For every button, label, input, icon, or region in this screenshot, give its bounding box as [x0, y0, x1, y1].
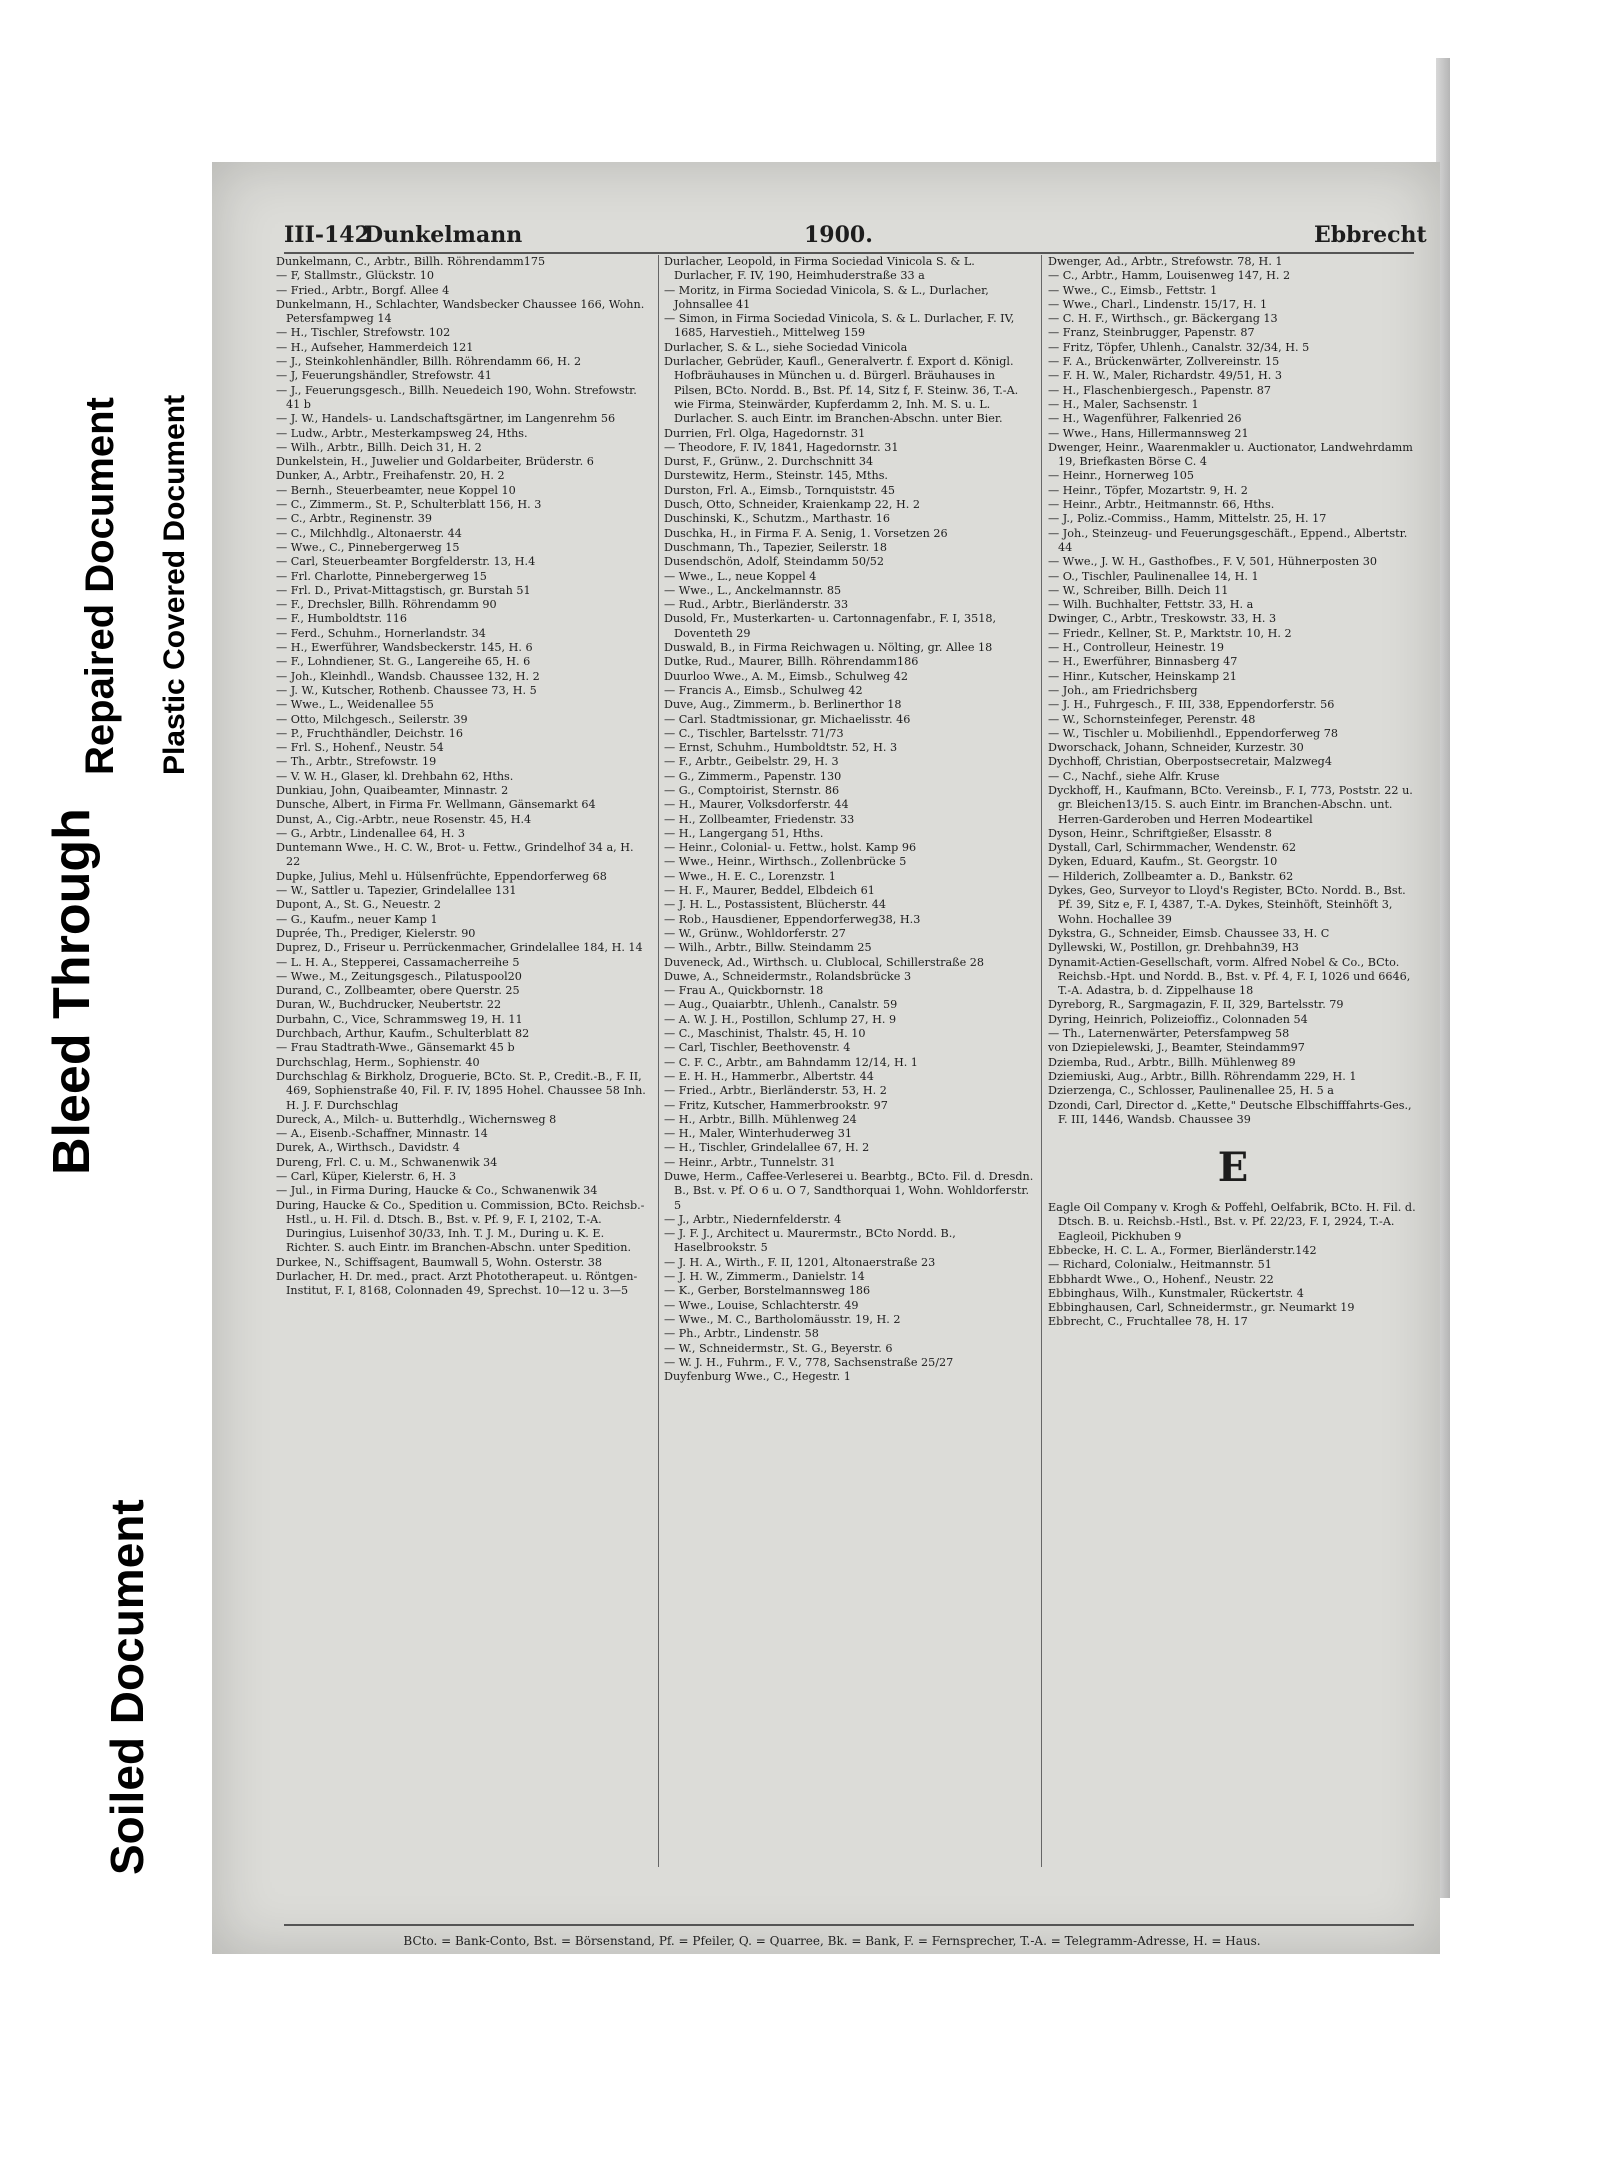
scanned-page — [212, 162, 1440, 1954]
directory-entry: — H., Wagenführer, Falkenried 26 — [1048, 412, 1242, 426]
directory-entry: — C., Maschinist, Thalstr. 45, H. 10 — [664, 1027, 866, 1041]
directory-entry: — Frl. Charlotte, Pinnebergerweg 15 — [276, 569, 487, 583]
directory-entry: — Joh., Kleinhdl., Wandsb. Chaussee 132, H. 2 — [276, 669, 540, 683]
directory-entry: — Ph., Arbtr., Lindenstr. 58 — [664, 1327, 819, 1341]
directory-entry: — A. W. J. H., Postillon, Schlump 27, H. 9 — [664, 1012, 897, 1026]
directory-entry: — Heinr., Töpfer, Mozartstr. 9, H. 2 — [1048, 483, 1248, 497]
directory-entry: — W. J. H., Fuhrm., F. V., 778, Sachsenstraße 25/27 — [664, 1355, 954, 1369]
directory-entry: Dyring, Heinrich, Polizeioffiz., Colonnaden 54 — [1048, 1012, 1308, 1026]
directory-entry: — L. H. A., Stepperei, Cassamacherreihe 5 — [276, 955, 520, 969]
label-repaired-document: Repaired Document — [78, 397, 122, 775]
directory-entry: — H., Aufseher, Hammerdeich 121 — [276, 340, 474, 354]
directory-entry: — H., Ewerführer, Binnasberg 47 — [1048, 655, 1238, 669]
directory-entry: — V. W. H., Glaser, kl. Drehbahn 62, Hths. — [276, 769, 514, 783]
directory-entry: Durrien, Frl. Olga, Hagedornstr. 31 — [664, 426, 866, 440]
directory-entry: Dyckhoff, H., Kaufmann, BCto. Vereinsb., F. I, 773, Poststr. 22 u. gr. Bleichen13/15. S. auch Eintr. im Branchen-Abschn. unt. Herren-Garderoben und Herren Modeartikel — [1048, 783, 1413, 826]
directory-entry: — Moritz, in Firma Sociedad Vinicola, S. & L., Durlacher, Johnsallee 41 — [664, 283, 989, 311]
directory-entry: — G., Zimmerm., Papenstr. 130 — [664, 769, 842, 783]
directory-entry: — Heinr., Arbtr., Heitmannstr. 66, Hths. — [1048, 498, 1275, 512]
directory-entry: — Th., Arbtr., Strefowstr. 19 — [276, 755, 437, 769]
directory-entry: Dyllewski, W., Postillon, gr. Drehbahn39, H3 — [1048, 941, 1299, 955]
directory-entry: — Wilh. Buchhalter, Fettstr. 33, H. a — [1048, 598, 1254, 612]
directory-entry: — J., Poliz.-Commiss., Hamm, Mittelstr. 25, H. 17 — [1048, 512, 1327, 526]
directory-entry: — W., Schneidermstr., St. G., Beyerstr. 6 — [664, 1341, 893, 1355]
directory-entry: — Richard, Colonialw., Heitmannstr. 51 — [1048, 1258, 1272, 1272]
abbreviation-legend: BCto. = Bank-Conto, Bst. = Börsenstand, Pf. = Pfeiler, Q. = Quarree, Bk. = Bank, F. = Fernsprecher, T.-A. = Telegramm-Adresse, H. = Haus. — [403, 1934, 1261, 1948]
directory-entry: — Bernh., Steuerbeamter, neue Koppel 10 — [276, 483, 516, 497]
directory-entry: — W., Schornsteinfeger, Perenstr. 48 — [1048, 712, 1256, 726]
directory-entry: — Heinr., Arbtr., Tunnelstr. 31 — [664, 1155, 836, 1169]
directory-entry: — C., Milchhdlg., Altonaerstr. 44 — [276, 526, 462, 540]
directory-entry: — Theodore, F. IV, 1841, Hagedornstr. 31 — [664, 440, 899, 454]
directory-entry: — Wwe., L., Weidenallee 55 — [276, 698, 434, 712]
directory-entry: — Wwe., L., Anckelmannstr. 85 — [664, 583, 842, 597]
directory-entry: Dziemba, Rud., Arbtr., Billh. Mühlenweg 89 — [1048, 1055, 1296, 1069]
directory-entry: — Joh., am Friedrichsberg — [1048, 683, 1198, 697]
directory-entry: Dyson, Heinr., Schriftgießer, Elsasstr. 8 — [1048, 826, 1272, 840]
directory-entry: — J. H., Fuhrgesch., F. III, 338, Eppendorferstr. 56 — [1048, 698, 1335, 712]
directory-entry: — Wwe., Louise, Schlachterstr. 49 — [664, 1298, 859, 1312]
directory-entry: — F. H. W., Maler, Richardstr. 49/51, H. 3 — [1048, 369, 1282, 383]
directory-entry: — H., Maler, Sachsenstr. 1 — [1048, 397, 1199, 411]
directory-entry: — W., Sattler u. Tapezier, Grindelallee 131 — [276, 884, 517, 898]
directory-entry: Duwe, A., Schneidermstr., Rolandsbrücke 3 — [664, 969, 912, 983]
directory-entry: — Carl, Steuerbeamter Borgfelderstr. 13, H.4 — [276, 555, 536, 569]
column-3 — [1048, 255, 1418, 1867]
directory-entry: — H., Langergang 51, Hths. — [664, 826, 824, 840]
directory-entry: Dupke, Julius, Mehl u. Hülsenfrüchte, Eppendorferweg 68 — [276, 869, 607, 883]
directory-entry: — Fried., Arbtr., Bierländerstr. 53, H. 2 — [664, 1084, 887, 1098]
directory-entry: Dworschack, Johann, Schneider, Kurzestr. 30 — [1048, 741, 1304, 755]
directory-entry: — Friedr., Kellner, St. P., Marktstr. 10, H. 2 — [1048, 626, 1292, 640]
directory-entry: Dunker, A., Arbtr., Freihafenstr. 20, H. 2 — [276, 469, 505, 483]
directory-entry: — Hinr., Kutscher, Heinskamp 21 — [1048, 669, 1237, 683]
column-1 — [276, 255, 651, 1867]
directory-entry: — Frl. D., Privat-Mittagstisch, gr. Burstah 51 — [276, 583, 531, 597]
directory-entry: — Wwe., H. E. C., Lorenzstr. 1 — [664, 869, 836, 883]
directory-entry: Dusendschön, Adolf, Steindamm 50/52 — [664, 555, 884, 569]
directory-entry: — Otto, Milchgesch., Seilerstr. 39 — [276, 712, 468, 726]
directory-entry: — A., Eisenb.-Schaffner, Minnastr. 14 — [276, 1127, 488, 1141]
directory-entry: Dwenger, Heinr., Waarenmakler u. Auctionator, Landwehrdamm 19, Briefkasten Börse C. 4 — [1048, 440, 1413, 469]
column-divider — [1041, 255, 1042, 1867]
directory-entry: — Fritz, Töpfer, Uhlenh., Canalstr. 32/34, H. 5 — [1048, 340, 1310, 354]
directory-entry: — Wwe., Heinr., Wirthsch., Zollenbrücke 5 — [664, 855, 907, 869]
directory-entry: Duyfenburg Wwe., C., Hegestr. 1 — [664, 1370, 851, 1384]
directory-entry: Ebbinghausen, Carl, Schneidermstr., gr. Neumarkt 19 — [1048, 1301, 1355, 1315]
directory-entry: Durand, C., Zollbeamter, obere Querstr. 25 — [276, 984, 520, 998]
directory-entry: Durlacher, Leopold, in Firma Sociedad Vinicola S. & L. Durlacher, F. IV, 190, Heimhuderstraße 33 a — [664, 255, 975, 283]
page-header — [284, 222, 1427, 252]
directory-entry: Duveneck, Ad., Wirthsch. u. Clublocal, Schillerstraße 28 — [664, 955, 985, 969]
directory-entry: Duve, Aug., Zimmerm., b. Berlinerthor 18 — [664, 698, 902, 712]
directory-entry: — Frl. S., Hohenf., Neustr. 54 — [276, 741, 444, 755]
directory-entry: — Heinr., Hornerweg 105 — [1048, 469, 1194, 483]
directory-entry: Durkee, N., Schiffsagent, Baumwall 5, Wohn. Osterstr. 38 — [276, 1255, 603, 1269]
footer-rule — [284, 1924, 1414, 1926]
directory-entry: — Wwe., L., neue Koppel 4 — [664, 569, 817, 583]
directory-entry: — J. W., Handels- u. Landschaftsgärtner, im Langenrehm 56 — [276, 412, 616, 426]
directory-entry: Durlacher, Gebrüder, Kaufl., Generalvertr. f. Export d. Königl. Hofbräuhauses in München u. d. Bürgerl. Bräuhauses in Pilsen, BCto. Nordd. B., Bst. Pf. 14, Sitz f, F. Steinw. 36, T.-A. wie Firma, Steinwärder, Kupferdamm 2, Inh. M. S. u. L. Durlacher. S. auch Eintr. im Branchen-Abschn. unter Bier. — [664, 355, 1019, 426]
directory-entry: Dutke, Rud., Maurer, Billh. Röhrendamm186 — [664, 655, 919, 669]
directory-entry: — E. H. H., Hammerbr., Albertstr. 44 — [664, 1069, 874, 1083]
label-bleed-through: Bleed Through — [43, 808, 101, 1175]
label-plastic-covered-document: Plastic Covered Document — [158, 394, 191, 775]
directory-entry: — Frau Stadtrath-Wwe., Gänsemarkt 45 b — [276, 1041, 515, 1055]
directory-entry: Ebbinghaus, Wilh., Kunstmaler, Rückertstr. 4 — [1048, 1286, 1304, 1300]
directory-entry: — Joh., Steinzeug- und Feuerungsgeschäft., Eppend., Albertstr. 44 — [1048, 526, 1408, 554]
directory-entry: — G., Arbtr., Lindenallee 64, H. 3 — [276, 826, 465, 840]
directory-entry: von Dziepielewski, J., Beamter, Steindamm97 — [1048, 1041, 1305, 1055]
directory-entry: Dyreborg, R., Sargmagazin, F. II, 329, Bartelsstr. 79 — [1048, 998, 1344, 1012]
directory-entry: — Hilderich, Zollbeamter a. D., Bankstr. 62 — [1048, 869, 1294, 883]
directory-entry: — K., Gerber, Borstelmannsweg 186 — [664, 1284, 871, 1298]
directory-entry: — Franz, Steinbrugger, Papenstr. 87 — [1048, 326, 1255, 340]
directory-entry: — F., Drechsler, Billh. Röhrendamm 90 — [276, 598, 497, 612]
directory-entry: Duschinski, K., Schutzm., Marthastr. 16 — [664, 512, 890, 526]
directory-entry: — Wwe., M., Zeitungsgesch., Pilatuspool20 — [276, 969, 522, 983]
directory-entry: — Ernst, Schuhm., Humboldtstr. 52, H. 3 — [664, 741, 898, 755]
directory-entry: Ebbrecht, C., Fruchtallee 78, H. 17 — [1048, 1315, 1248, 1329]
directory-entry: Ebbhardt Wwe., O., Hohenf., Neustr. 22 — [1048, 1272, 1274, 1286]
directory-entry: — J, Feuerungshändler, Strefowstr. 41 — [276, 369, 492, 383]
directory-entry: — Heinr., Colonial- u. Fettw., holst. Kamp 96 — [664, 841, 917, 855]
directory-entry: Dunst, A., Cig.-Arbtr., neue Rosenstr. 45, H.4 — [276, 812, 532, 826]
header-left-word: Dunkelmann — [364, 222, 523, 248]
directory-entry: Dunkiau, John, Quaibeamter, Minnastr. 2 — [276, 783, 509, 797]
directory-entry: Dynamit-Actien-Gesellschaft, vorm. Alfred Nobel & Co., BCto. Reichsb.-Hpt. und Nordd. B., Bst. v. Pf. 4, F. I, 1026 und 6646, T.-A. Adastra, b. d. Zippelhause 18 — [1048, 955, 1411, 998]
directory-entry: — J., Steinkohlenhändler, Billh. Röhrendamm 66, H. 2 — [276, 355, 582, 369]
directory-entry: — H., Maurer, Volksdorferstr. 44 — [664, 798, 849, 812]
directory-entry: Duran, W., Buchdrucker, Neubertstr. 22 — [276, 998, 502, 1012]
header-rule — [284, 252, 1414, 254]
directory-entry: — H., Ewerführer, Wandsbeckerstr. 145, H. 6 — [276, 641, 533, 655]
directory-entry: Durst, F., Grünw., 2. Durchschnitt 34 — [664, 455, 874, 469]
directory-entry: Durlacher, H. Dr. med., pract. Arzt Phototherapeut. u. Röntgen-Institut, F. I, 8168, Colonnaden 49, Sprechst. 10—12 u. 3—5 — [276, 1270, 638, 1298]
directory-entry: — Simon, in Firma Sociedad Vinicola, S. & L. Durlacher, F. IV, 1685, Harvestieh., Mittelweg 159 — [664, 312, 1015, 340]
directory-entry: Durston, Frl. A., Eimsb., Tornquiststr. 45 — [664, 483, 896, 497]
directory-entry: — H., Flaschenbiergesch., Papenstr. 87 — [1048, 383, 1271, 397]
directory-entry: Dykes, Geo, Surveyor to Lloyd's Register, BCto. Nordd. B., Bst. Pf. 39, Sitz e, F. I, 4387, T.-A. Dykes, Steinhöft, Steinhöft 3, Wohn. Hochallee 39 — [1048, 884, 1406, 926]
directory-entry: — J. F. J., Architect u. Maurermstr., BCto Nordd. B., Haselbrookstr. 5 — [664, 1227, 956, 1255]
directory-entry: — Aug., Quaiarbtr., Uhlenh., Canalstr. 59 — [664, 998, 898, 1012]
directory-entry: — F., Arbtr., Geibelstr. 29, H. 3 — [664, 755, 839, 769]
directory-entry: — Rud., Arbtr., Bierländerstr. 33 — [664, 598, 849, 612]
directory-entry: Durchschlag & Birkholz, Droguerie, BCto. St. P., Credit.-B., F. II, 469, Sophienstraße 40, Fil. F. IV, 1895 Hohel. Chaussee 58 Inh. H. J. F. Durchschlag — [276, 1069, 646, 1112]
section-letter-e: E — [1217, 1144, 1249, 1192]
directory-entry: — Ferd., Schuhm., Hornerlandstr. 34 — [276, 626, 486, 640]
directory-entry: — F, Stallmstr., Glückstr. 10 — [276, 269, 434, 283]
directory-entry: — Wilh., Arbtr., Billh. Deich 31, H. 2 — [276, 440, 482, 454]
directory-entry: — J. H. L., Postassistent, Blücherstr. 44 — [664, 898, 887, 912]
directory-entry: Duprée, Th., Prediger, Kielerstr. 90 — [276, 926, 476, 940]
directory-entry: — Ludw., Arbtr., Mesterkampsweg 24, Hths. — [276, 426, 528, 440]
directory-entry: — C., Zimmerm., St. P., Schulterblatt 156, H. 3 — [276, 498, 542, 512]
directory-entry: Dwenger, Ad., Arbtr., Strefowstr. 78, H. 1 — [1048, 255, 1283, 268]
directory-entry: Dunkelmann, C., Arbtr., Billh. Röhrendamm175 — [276, 255, 546, 268]
directory-entry: Dwinger, C., Arbtr., Treskowstr. 33, H. 3 — [1048, 612, 1277, 626]
directory-entry: — Carl. Stadtmissionar, gr. Michaelisstr. 46 — [664, 712, 911, 726]
directory-entry: — H., Arbtr., Billh. Mühlenweg 24 — [664, 1112, 857, 1126]
directory-entry: — W., Grünw., Wohldorferstr. 27 — [664, 926, 846, 940]
directory-entry: Durchschlag, Herm., Sophienstr. 40 — [276, 1055, 480, 1069]
directory-entry: Dyken, Eduard, Kaufm., St. Georgstr. 10 — [1048, 855, 1278, 869]
directory-entry: Duschmann, Th., Tapezier, Seilerstr. 18 — [664, 540, 888, 554]
directory-entry: — G., Kaufm., neuer Kamp 1 — [276, 912, 438, 926]
directory-entry: Duprez, D., Friseur u. Perrückenmacher, Grindelallee 184, H. 14 — [276, 941, 643, 955]
directory-entry: Dunsche, Albert, in Firma Fr. Wellmann, Gänsemarkt 64 — [276, 798, 596, 812]
directory-entry: Eagle Oil Company v. Krogh & Poffehl, Oelfabrik, BCto. H. Fil. d. Dtsch. B. u. Reichsb.-Hstl., Bst. v. Pf. 22/23, F. I, 2924, T.-A. Eagleoil, Pickhuben 9 — [1048, 1201, 1416, 1243]
directory-entry: — H., Maler, Winterhuderweg 31 — [664, 1127, 852, 1141]
directory-entry: — Wwe., C., Pinnebergerweg 15 — [276, 540, 460, 554]
directory-entry: Duntemann Wwe., H. C. W., Brot- u. Fettw., Grindelhof 34 a, H. 22 — [276, 841, 634, 869]
directory-entry: — J. W., Kutscher, Rothenb. Chaussee 73, H. 5 — [276, 683, 537, 697]
directory-entry: — J. H. A., Wirth., F. II, 1201, Altonaerstraße 23 — [664, 1255, 936, 1269]
directory-entry: Dzondi, Carl, Director d. „Kette," Deutsche Elbschifffahrts-Ges., F. III, 1446, Wandsb. Chaussee 39 — [1048, 1098, 1412, 1126]
directory-entry: Dusch, Otto, Schneider, Kraienkamp 22, H. 2 — [664, 498, 920, 512]
header-year: 1900. — [804, 222, 873, 248]
directory-entry: — Wwe., C., Eimsb., Fettstr. 1 — [1048, 283, 1218, 297]
directory-entry: — Rob., Hausdiener, Eppendorferweg38, H.3 — [664, 912, 921, 926]
directory-entry: — Wilh., Arbtr., Billw. Steindamm 25 — [664, 941, 872, 955]
directory-entry: Ebbecke, H. C. L. A., Former, Bierländerstr.142 — [1048, 1244, 1317, 1257]
directory-entry: — Carl, Tischler, Beethovenstr. 4 — [664, 1041, 851, 1055]
directory-entry: Durlacher, S. & L., siehe Sociedad Vinicola — [664, 340, 908, 354]
directory-entry: Durbahn, C., Vice, Schrammsweg 19, H. 11 — [276, 1012, 523, 1026]
directory-entry: — F. A., Brückenwärter, Zollvereinstr. 15 — [1048, 355, 1280, 369]
directory-entry: — Fried., Arbtr., Borgf. Allee 4 — [276, 283, 450, 297]
directory-entry: — C. F. C., Arbtr., am Bahndamm 12/14, H. 1 — [664, 1055, 918, 1069]
page-ref: III-142 — [284, 222, 370, 248]
directory-entry: Dunkelmann, H., Schlachter, Wandsbecker Chaussee 166, Wohn. Petersfampweg 14 — [276, 297, 645, 326]
directory-entry: Dystall, Carl, Schirmmacher, Wendenstr. 62 — [1048, 841, 1297, 855]
directory-entry: — Wwe., M. C., Bartholomäusstr. 19, H. 2 — [664, 1312, 901, 1326]
directory-entry: Durstewitz, Herm., Steinstr. 145, Mths. — [664, 469, 888, 483]
directory-entry: Duswald, B., in Firma Reichwagen u. Nölting, gr. Allee 18 — [664, 641, 993, 655]
directory-entry: — C., Arbtr., Hamm, Louisenweg 147, H. 2 — [1048, 269, 1291, 283]
directory-entry: — J., Feuerungsgesch., Billh. Neuedeich 190, Wohn. Strefowstr. 41 b — [276, 383, 637, 411]
directory-entry: — J., Arbtr., Niedernfelderstr. 4 — [664, 1212, 842, 1226]
directory-entry: Dzierzenga, C., Schlosser, Paulinenallee 25, H. 5 a — [1048, 1084, 1334, 1098]
label-soiled-document: Soiled Document — [101, 1499, 153, 1875]
header-right-word: Ebbrecht — [1314, 222, 1427, 248]
directory-entry: — F., Lohndiener, St. G., Langereihe 65, H. 6 — [276, 655, 531, 669]
column-2 — [664, 255, 1034, 1867]
directory-entry: — Jul., in Firma During, Haucke & Co., Schwanenwik 34 — [276, 1184, 598, 1198]
directory-entry: — H., Controlleur, Heinestr. 19 — [1048, 641, 1224, 655]
directory-entry: — C., Tischler, Bartelsstr. 71/73 — [664, 726, 844, 740]
directory-entry: — H., Tischler, Strefowstr. 102 — [276, 326, 451, 340]
directory-entry: Dziemiuski, Aug., Arbtr., Billh. Röhrendamm 229, H. 1 — [1048, 1069, 1357, 1083]
directory-entry: — Wwe., J. W. H., Gasthofbes., F. V, 501, Hühnerposten 30 — [1048, 555, 1377, 569]
directory-entry: Dureck, A., Milch- u. Butterhdlg., Wichernsweg 8 — [276, 1112, 557, 1126]
directory-entry: — Th., Laternenwärter, Petersfampweg 58 — [1048, 1027, 1290, 1041]
directory-entry: — Wwe., Hans, Hillermannsweg 21 — [1048, 426, 1249, 440]
directory-entry: — H. F., Maurer, Beddel, Elbdeich 61 — [664, 884, 875, 898]
directory-entry: Duwe, Herm., Caffee-Verleserei u. Bearbtg., BCto. Fil. d. Dresdn. B., Bst. v. Pf. O 6 u. O 7, Sandthorquai 1, Wohn. Wohldorferstr. 5 — [664, 1170, 1034, 1212]
directory-entry: — Fritz, Kutscher, Hammerbrookstr. 97 — [664, 1098, 888, 1112]
directory-entry: — H., Tischler, Grindelallee 67, H. 2 — [664, 1141, 870, 1155]
directory-entry: Dunkelstein, H., Juwelier und Goldarbeiter, Brüderstr. 6 — [276, 455, 594, 469]
directory-entry: — Carl, Küper, Kielerstr. 6, H. 3 — [276, 1170, 457, 1183]
directory-entry: — P., Fruchthändler, Deichstr. 16 — [276, 726, 463, 740]
directory-entry: Durchbach, Arthur, Kaufm., Schulterblatt 82 — [276, 1027, 530, 1041]
directory-entry: — Frau A., Quickbornstr. 18 — [664, 984, 824, 998]
directory-entry: — C., Nachf., siehe Alfr. Kruse — [1048, 769, 1220, 783]
directory-entry: Dupont, A., St. G., Neuestr. 2 — [276, 898, 441, 912]
directory-entry: Dychhoff, Christian, Oberpostsecretair, Malzweg4 — [1048, 755, 1332, 769]
directory-entry: — J. H. W., Zimmerm., Danielstr. 14 — [664, 1270, 865, 1284]
directory-entry: — W., Tischler u. Mobilienhdl., Eppendorferweg 78 — [1048, 726, 1338, 740]
directory-entry: — Francis A., Eimsb., Schulweg 42 — [664, 683, 863, 697]
directory-entry: Dusold, Fr., Musterkarten- u. Cartonnagenfabr., F. I, 3518, Doventeth 29 — [664, 612, 997, 640]
directory-entry: During, Haucke & Co., Spedition u. Commission, BCto. Reichsb.-Hstl., u. H. Fil. d. Dtsch. B., Bst. v. Pf. 9, F. I, 2102, T.-A. Duringius, Luisenhof 30/33, Inh. T. J. M., During u. K. E. Richter. S. auch Eintr. im Branchen-Abschn. unter Spedition. — [276, 1198, 645, 1255]
directory-entry: — C. H. F., Wirthsch., gr. Bäckergang 13 — [1048, 312, 1278, 326]
directory-entry: Dykstra, G., Schneider, Eimsb. Chaussee 33, H. C — [1048, 926, 1330, 940]
directory-entry: Dureng, Frl. C. u. M., Schwanenwik 34 — [276, 1155, 498, 1169]
directory-entry: — O., Tischler, Paulinenallee 14, H. 1 — [1048, 569, 1259, 583]
directory-entry: Durek, A., Wirthsch., Davidstr. 4 — [276, 1141, 460, 1155]
directory-entry: — Wwe., Charl., Lindenstr. 15/17, H. 1 — [1048, 297, 1268, 311]
directory-entry: — H., Zollbeamter, Friedenstr. 33 — [664, 812, 855, 826]
column-divider — [658, 255, 659, 1867]
directory-entry: Duschka, H., in Firma F. A. Senig, 1. Vorsetzen 26 — [664, 526, 948, 540]
directory-entry: — G., Comptoirist, Sternstr. 86 — [664, 783, 840, 797]
directory-entry: — C., Arbtr., Reginenstr. 39 — [276, 512, 432, 526]
directory-entry: Duurloo Wwe., A. M., Eimsb., Schulweg 42 — [664, 669, 909, 683]
directory-entry: — F., Humboldtstr. 116 — [276, 612, 407, 626]
directory-entry: — W., Schreiber, Billh. Deich 11 — [1048, 583, 1229, 597]
